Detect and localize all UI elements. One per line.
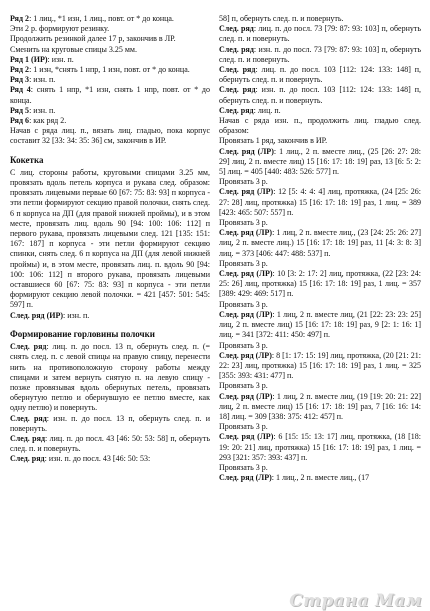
- instruction-paragraph: [10, 434, 210, 454]
- instruction-paragraph: [10, 116, 210, 126]
- instruction-text: : лиц. п.: [253, 105, 281, 115]
- instruction-text: Провязать 3 р.: [219, 462, 268, 472]
- row-label: След. ряд (ЛР): [219, 269, 273, 279]
- instruction-text: : 1 лиц, 2 п. вместе лиц, (21 [22: 23: 23: 25] лиц, 2 п. вместе лиц) 15 [16: 17: 18: 19] раз, 9 [2: 1: 16: 1] лиц. = 341 [372: 411: 450: 497] п.: [219, 309, 421, 340]
- instruction-paragraph: [219, 228, 421, 259]
- instruction-paragraph: [10, 34, 210, 44]
- row-label: Ряд 5: [10, 105, 30, 115]
- instruction-paragraph: [219, 432, 421, 463]
- row-label: След. ряд (ЛР): [219, 228, 273, 238]
- instruction-paragraph: [10, 311, 210, 321]
- row-label: След. ряд: [10, 413, 47, 423]
- instruction-paragraph: [219, 392, 421, 423]
- row-label: Ряд 2: [10, 14, 30, 23]
- row-label: След. ряд: [219, 85, 256, 95]
- instruction-paragraph: [219, 177, 421, 187]
- instruction-paragraph: [219, 259, 421, 269]
- right-column: [219, 14, 421, 483]
- instruction-text: : 1 лиц., *1 изн, 1 лиц., повт. от * до конца.: [29, 14, 174, 23]
- instruction-paragraph: [10, 454, 210, 464]
- instruction-paragraph: [219, 106, 421, 116]
- instruction-text: : лиц. п. до посл. 103 [112: 124: 133: 148] п, обернуть след. п. и повернуть.: [219, 65, 421, 85]
- instruction-text: : 1 лиц, 2 п. вместе лиц, (19 [19: 20: 21: 22] лиц, 2 п. вместе лиц) 15 [16: 17: 18: 19] раз, 7 [16: 16: 14: 18] лиц. = 309 [338: 375: 412: 457] п.: [219, 391, 421, 421]
- row-label: След. ряд: [219, 24, 254, 34]
- instruction-paragraph: [219, 85, 421, 105]
- instruction-paragraph: [10, 14, 210, 24]
- instruction-text: : 1 лиц., 2 п. вместе лиц., (25 [26: 27: 28: 29] лиц, 2 п. вместе лиц) 15 [16: 17: 18: 19] раз, 13 [6: 5: 2: 5] лиц. = 405 [440: 483: 526: 577] п.: [219, 146, 421, 177]
- instruction-paragraph: [10, 85, 210, 105]
- right-section-1: [219, 14, 421, 483]
- row-label: Ряд 3: [10, 75, 30, 85]
- instruction-paragraph: [10, 75, 210, 85]
- instruction-paragraph: [10, 65, 210, 75]
- row-label: След. ряд: [10, 342, 47, 352]
- instruction-text: : 12 [5: 4: 4: 4] лиц, протяжка, (24 [25: 26: 27: 28] лиц, протяжка) 15 [16: 17: 18: 19] раз, 1 лиц. = 389 [423: 465: 507: 557] п.: [219, 187, 422, 217]
- instruction-text: : 1 лиц, 2 п. вместе лиц., (23 [24: 25: 26: 27] лиц, 2 п. вместе лиц.) 15 [16: 17: 18: 19] раз, 11 [4: 3: 8: 3] лиц. = 373 [406: 447: 488: 537] п.: [219, 228, 421, 258]
- instruction-text: 58] п, обернуть след. п. и повернуть.: [219, 14, 344, 23]
- instruction-text: Начав с ряда лиц. п., вязать лиц. гладью, пока корпус составит 32 [33: 34: 35: 36] см, закончив в ИР.: [10, 126, 210, 146]
- instruction-paragraph: [10, 24, 210, 34]
- row-label: След. ряд (ЛР): [219, 350, 272, 360]
- instruction-text: : изн. п.: [29, 75, 56, 85]
- instruction-paragraph: [219, 136, 421, 146]
- instruction-paragraph: [219, 187, 421, 218]
- instruction-text: : 1 лиц., 2 п. вместе лиц., (17: [271, 473, 370, 483]
- instruction-text: : как ряд 2.: [29, 116, 67, 126]
- instruction-text: Провязать 1 ряд, закончив в ИР.: [219, 136, 328, 146]
- instruction-paragraph: [219, 341, 421, 351]
- row-label: След. ряд: [10, 433, 46, 443]
- instruction-paragraph: [219, 422, 421, 432]
- instruction-paragraph: [219, 218, 421, 228]
- instruction-text: : 6 [15: 15: 13: 17] лиц, протяжка, (18 [18: 19: 20: 21] лиц, протяжка) 15 [16: 17: 18: 19] раз, 1 лиц. = 293 [321: 357: 393: 437] п.: [219, 432, 421, 462]
- instruction-paragraph: [10, 342, 210, 413]
- left-section-2: [10, 168, 210, 321]
- instruction-paragraph: [219, 65, 421, 85]
- instruction-text: Провязать 3 р.: [219, 258, 268, 268]
- instruction-paragraph: [219, 269, 421, 300]
- instruction-text: Провязать 3 р.: [219, 299, 268, 309]
- instruction-text: С лиц. стороны работы, круговыми спицами 3.25 мм, провязать вдоль петель корпуса и рукава след. образом: провязать лицевыми первые 60 [67: 75: 83: 93] п корпуса - эти петли формируют секцию правой полочки, снять след. 6 п корпуса на ДП (для правой нижней проймы), и в этом месте, провязать лиц. вдоль 90 [94: 100: 106: 112] п первого рукава, провязать лицевыми след. 121 [135: 151: 167: 187] п корпуса - эти петли формируют секцию спинки, снять след. 6 п корпуса на ДП (для левой нижней проймы) и, в этом месте, провязать лиц. п. вдоль 90 [94: 100: 106: 112] п второго рукава, провязать лицевыми оставшиеся 60 [67: 75: 83: 93] п корпуса - эти петли формируют секцию левой полочки. = 421 [457: 501: 545: 597] п.: [10, 167, 210, 310]
- instruction-paragraph: [219, 463, 421, 473]
- row-label: След. ряд (ЛР): [219, 309, 273, 319]
- instruction-paragraph: [219, 351, 421, 382]
- instruction-text: Провязать 3 р.: [219, 340, 268, 350]
- instruction-text: : изн. п.: [63, 310, 90, 320]
- instruction-text: Эти 2 р. формируют резинку.: [10, 24, 110, 34]
- row-label: След. ряд (ЛР): [219, 146, 274, 156]
- row-label: След. ряд (ЛР): [219, 187, 274, 197]
- row-label: След. ряд: [219, 105, 254, 115]
- section-heading-neckline: Формирование горловины полочки: [10, 328, 155, 339]
- instruction-text: : изн. п. до посл. 103 [112: 124: 133: 148] п, обернуть след. п. и повернуть.: [219, 85, 421, 105]
- instruction-text: : лиц. п. до посл. 13 п, обернуть след. п. (= снять след. п. с левой спицы на правую спицу, перенести нить на противоположную сторону работы между спицами и затем вернуть снятую п. на левую спицу - позже провязывая вдоль обернутых петель, провязать обернутую петлю и обернувшую ее петлю вместе, как одну петлю) и повернуть.: [10, 342, 210, 413]
- instruction-text: Начав с ряда изн. п., продолжить лиц. гладью след. образом:: [219, 116, 421, 136]
- instruction-text: : 1 изн, *снять 1 нпр, 1 изн, повт. от * до конца.: [29, 65, 190, 75]
- instruction-paragraph: [219, 381, 421, 391]
- instruction-text: Сменить на круговые спицы 3.25 мм.: [10, 44, 137, 54]
- instruction-paragraph: [10, 414, 210, 434]
- row-label: Ряд 2: [10, 65, 30, 75]
- instruction-paragraph: [219, 45, 421, 65]
- section-heading-yoke: Кокетка: [10, 154, 44, 165]
- instruction-text: : изн. п.: [29, 105, 56, 115]
- instruction-text: : изн. п. до посл. 13 п, обернуть след. п. и повернуть.: [10, 413, 210, 433]
- instruction-text: Провязать 3 р.: [219, 381, 268, 391]
- row-label: След. ряд: [219, 65, 256, 75]
- left-column: [10, 14, 210, 465]
- row-label: Ряд 6: [10, 116, 30, 126]
- instruction-paragraph: [10, 55, 210, 65]
- instruction-paragraph: [219, 473, 421, 483]
- left-section-1: [10, 14, 210, 147]
- instruction-text: : изн. п.: [47, 54, 74, 64]
- instruction-text: Провязать 3 р.: [219, 422, 268, 432]
- watermark-logo: Страна Мам: [289, 590, 422, 611]
- instruction-paragraph: [10, 45, 210, 55]
- instruction-paragraph: [219, 14, 421, 24]
- instruction-text: : лиц. п. до посл. 73 [79: 87: 93: 103] п, обернуть след. п. и повернуть.: [219, 24, 421, 44]
- row-label: След. ряд: [10, 454, 45, 464]
- instruction-paragraph: [10, 106, 210, 116]
- instruction-paragraph: [10, 126, 210, 146]
- instruction-paragraph: [219, 300, 421, 310]
- row-label: След. ряд (ИР): [10, 310, 64, 320]
- row-label: Ряд 4: [10, 85, 31, 95]
- row-label: След. ряд (ЛР): [219, 473, 272, 483]
- instruction-text: : изн. п. до посл. 73 [79: 87: 93: 103] п, обернуть след. п. и повернуть.: [219, 44, 421, 64]
- instruction-text: Провязать 3 р.: [219, 177, 268, 187]
- instruction-text: : изн. п. до посл. 43 [46: 50: 53:: [44, 454, 151, 464]
- instruction-text: : 10 [3: 2: 17: 2] лиц, протяжка, (22 [23: 24: 25: 26] лиц, протяжка) 15 [16: 17: 18: 19] раз, 1 лиц. = 357 [389: 429: 469: 517] п.: [219, 269, 421, 299]
- instruction-text: : лиц. п. до посл. 43 [46: 50: 53: 58] п, обернуть след. п. и повернуть.: [10, 433, 210, 454]
- row-label: След. ряд (ЛР): [219, 391, 273, 401]
- row-label: След. ряд (ЛР): [219, 432, 274, 442]
- instruction-text: Продолжить резинкой далее 17 р, закончив в ЛР.: [10, 34, 176, 44]
- instruction-paragraph: [219, 147, 421, 178]
- instruction-text: : снять 1 нпр, *1 изн, снять 1 нпр, повт. от * до конца.: [10, 85, 210, 105]
- instruction-paragraph: [10, 168, 210, 311]
- instruction-paragraph: [219, 116, 421, 136]
- row-label: След. ряд: [219, 44, 254, 54]
- instruction-paragraph: [219, 310, 421, 341]
- row-label: Ряд 1 (ИР): [10, 54, 48, 64]
- instruction-text: : 8 [1: 17: 15: 19] лиц, протяжка, (20 [21: 21: 22: 23] лиц, протяжка) 15 [16: 17: 18: 19] раз, 1 лиц. = 325 [355: 393: 431: 477] п.: [219, 350, 421, 381]
- instruction-text: Провязать 3 р.: [219, 218, 268, 228]
- left-section-3: [10, 342, 210, 464]
- instruction-paragraph: [219, 24, 421, 44]
